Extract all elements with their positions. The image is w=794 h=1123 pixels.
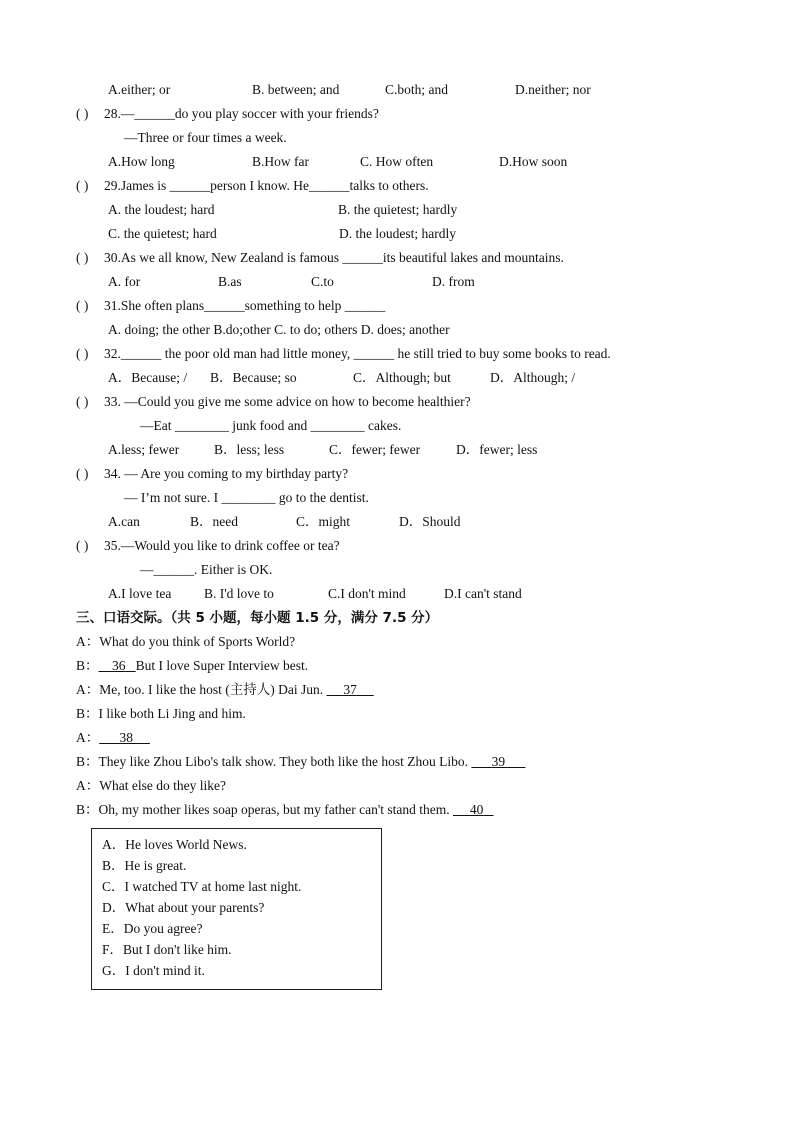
q30-option-b: B.as <box>218 274 242 289</box>
dialogue-text: But I love Super Interview best. <box>135 658 309 673</box>
q28-option-d: D.How soon <box>499 154 568 169</box>
blank-40: 40 <box>469 802 484 817</box>
speaker-label: B： <box>76 658 99 673</box>
dialogue-text: They like Zhou Libo's talk show. They both like the host Zhou Libo. <box>98 754 469 769</box>
q34-answer-line: — I’m not sure. I ________ go to the dentist. <box>124 490 369 505</box>
q35-answer-line: —______. Either is OK. <box>140 562 273 577</box>
dialogue-text: Oh, my mother likes soap operas, but my father can't stand them. <box>98 802 450 817</box>
dialogue-line <box>76 658 308 674</box>
choice-c: C．I watched TV at home last night. <box>102 879 302 894</box>
q28-option-b: B.How far <box>252 154 309 169</box>
q27-option-a: A.either; or <box>108 82 171 97</box>
choice-a: A．He loves World News. <box>102 837 247 852</box>
speaker-label: A： <box>76 634 100 649</box>
q33-answer-paren: ( ) <box>76 394 89 409</box>
q32-option-c: C．Although; but <box>353 370 451 385</box>
dialogue-line <box>76 682 374 698</box>
dialogue-text: Me, too. I like the host (主持人) Dai Jun. <box>99 682 324 697</box>
q35-option-a: A.I love tea <box>108 586 172 601</box>
q30-option-c: C.to <box>311 274 334 289</box>
choices-box <box>91 828 382 990</box>
q28-option-a: A.How long <box>108 154 175 169</box>
q31-answer-paren: ( ) <box>76 298 89 313</box>
speaker-label: A： <box>76 778 100 793</box>
blank-39: 39 <box>491 754 506 769</box>
q34-option-d: D．Should <box>399 514 461 529</box>
choice-b: B．He is great. <box>102 858 187 873</box>
speaker-label: A： <box>76 730 100 745</box>
q34-option-c: C．might <box>296 514 351 529</box>
q34-option-b: B．need <box>190 514 238 529</box>
dialogue-line <box>76 634 295 650</box>
q30-stem: 30.As we all know, New Zealand is famous ______its beautiful lakes and mountains. <box>104 250 564 265</box>
dialogue-text: What else do they like? <box>99 778 226 793</box>
q33-option-c: C．fewer; fewer <box>329 442 421 457</box>
q30-option-d: D. from <box>432 274 475 289</box>
dialogue-line <box>76 802 494 818</box>
dialogue-line <box>76 754 525 770</box>
speaker-label: B： <box>76 706 99 721</box>
q31-options: A. doing; the other B.do;other C. to do; others D. does; another <box>108 322 450 337</box>
dialogue-line <box>76 778 226 794</box>
section3-heading: 三、口语交际。（共 5 小题，每小题 1.5 分，满分 7.5 分） <box>76 610 439 626</box>
q34-answer-paren: ( ) <box>76 466 89 481</box>
q28-stem: 28.—______do you play soccer with your friends? <box>104 106 379 121</box>
q35-answer-paren: ( ) <box>76 538 89 553</box>
q29-answer-paren: ( ) <box>76 178 89 193</box>
choice-g: G．I don't mind it. <box>102 963 205 978</box>
q35-stem: 35.—Would you like to drink coffee or tea? <box>104 538 340 553</box>
dialogue-line <box>76 706 246 722</box>
q29-option-b: B. the quietest; hardly <box>338 202 458 217</box>
speaker-label: B： <box>76 754 99 769</box>
q33-option-d: D．fewer; less <box>456 442 538 457</box>
dialogue-text: I like both Li Jing and him. <box>98 706 246 721</box>
q28-answer-paren: ( ) <box>76 106 89 121</box>
q32-stem: 32.______ the poor old man had little money, ______ he still tried to buy some books to read. <box>104 346 611 361</box>
dialogue-text: What do you think of Sports World? <box>99 634 296 649</box>
speaker-label: B： <box>76 802 99 817</box>
q33-option-b: B．less; less <box>214 442 285 457</box>
q29-option-c: C. the quietest; hard <box>108 226 217 241</box>
q32-option-b: B．Because; so <box>210 370 297 385</box>
q35-option-b: B. I'd love to <box>204 586 274 601</box>
q27-option-b: B. between; and <box>252 82 340 97</box>
blank-37: 37 <box>343 682 357 697</box>
q29-option-d: D. the loudest; hardly <box>339 226 456 241</box>
q30-option-a: A. for <box>108 274 141 289</box>
q34-option-a: A.can <box>108 514 140 529</box>
dialogue-line <box>76 730 150 746</box>
q33-answer-line: —Eat ________ junk food and ________ cakes. <box>140 418 402 433</box>
q28-option-c: C. How often <box>360 154 434 169</box>
q33-option-a: A.less; fewer <box>108 442 180 457</box>
q27-option-c: C.both; and <box>385 82 448 97</box>
q32-option-d: D．Although; / <box>490 370 576 385</box>
q27-option-d: D.neither; nor <box>515 82 591 97</box>
blank-38: 38 <box>119 730 133 745</box>
q28-answer-line: —Three or four times a week. <box>124 130 287 145</box>
speaker-label: A： <box>76 682 100 697</box>
q32-answer-paren: ( ) <box>76 346 89 361</box>
q35-option-c: C.I don't mind <box>328 586 406 601</box>
choice-e: E．Do you agree? <box>102 921 203 936</box>
q31-stem: 31.She often plans______something to help ______ <box>104 298 386 313</box>
q29-stem: 29.James is ______person I know. He______talks to others. <box>104 178 429 193</box>
choice-d: D．What about your parents? <box>102 900 265 915</box>
choice-f: F．But I don't like him. <box>102 942 232 957</box>
q29-option-a: A. the loudest; hard <box>108 202 215 217</box>
q33-stem: 33. —Could you give me some advice on how to become healthier? <box>104 394 471 409</box>
q30-answer-paren: ( ) <box>76 250 89 265</box>
q32-option-a: A．Because; / <box>108 370 188 385</box>
blank-36: 36 <box>112 658 126 673</box>
q35-option-d: D.I can't stand <box>444 586 522 601</box>
q34-stem: 34. — Are you coming to my birthday party? <box>104 466 349 481</box>
